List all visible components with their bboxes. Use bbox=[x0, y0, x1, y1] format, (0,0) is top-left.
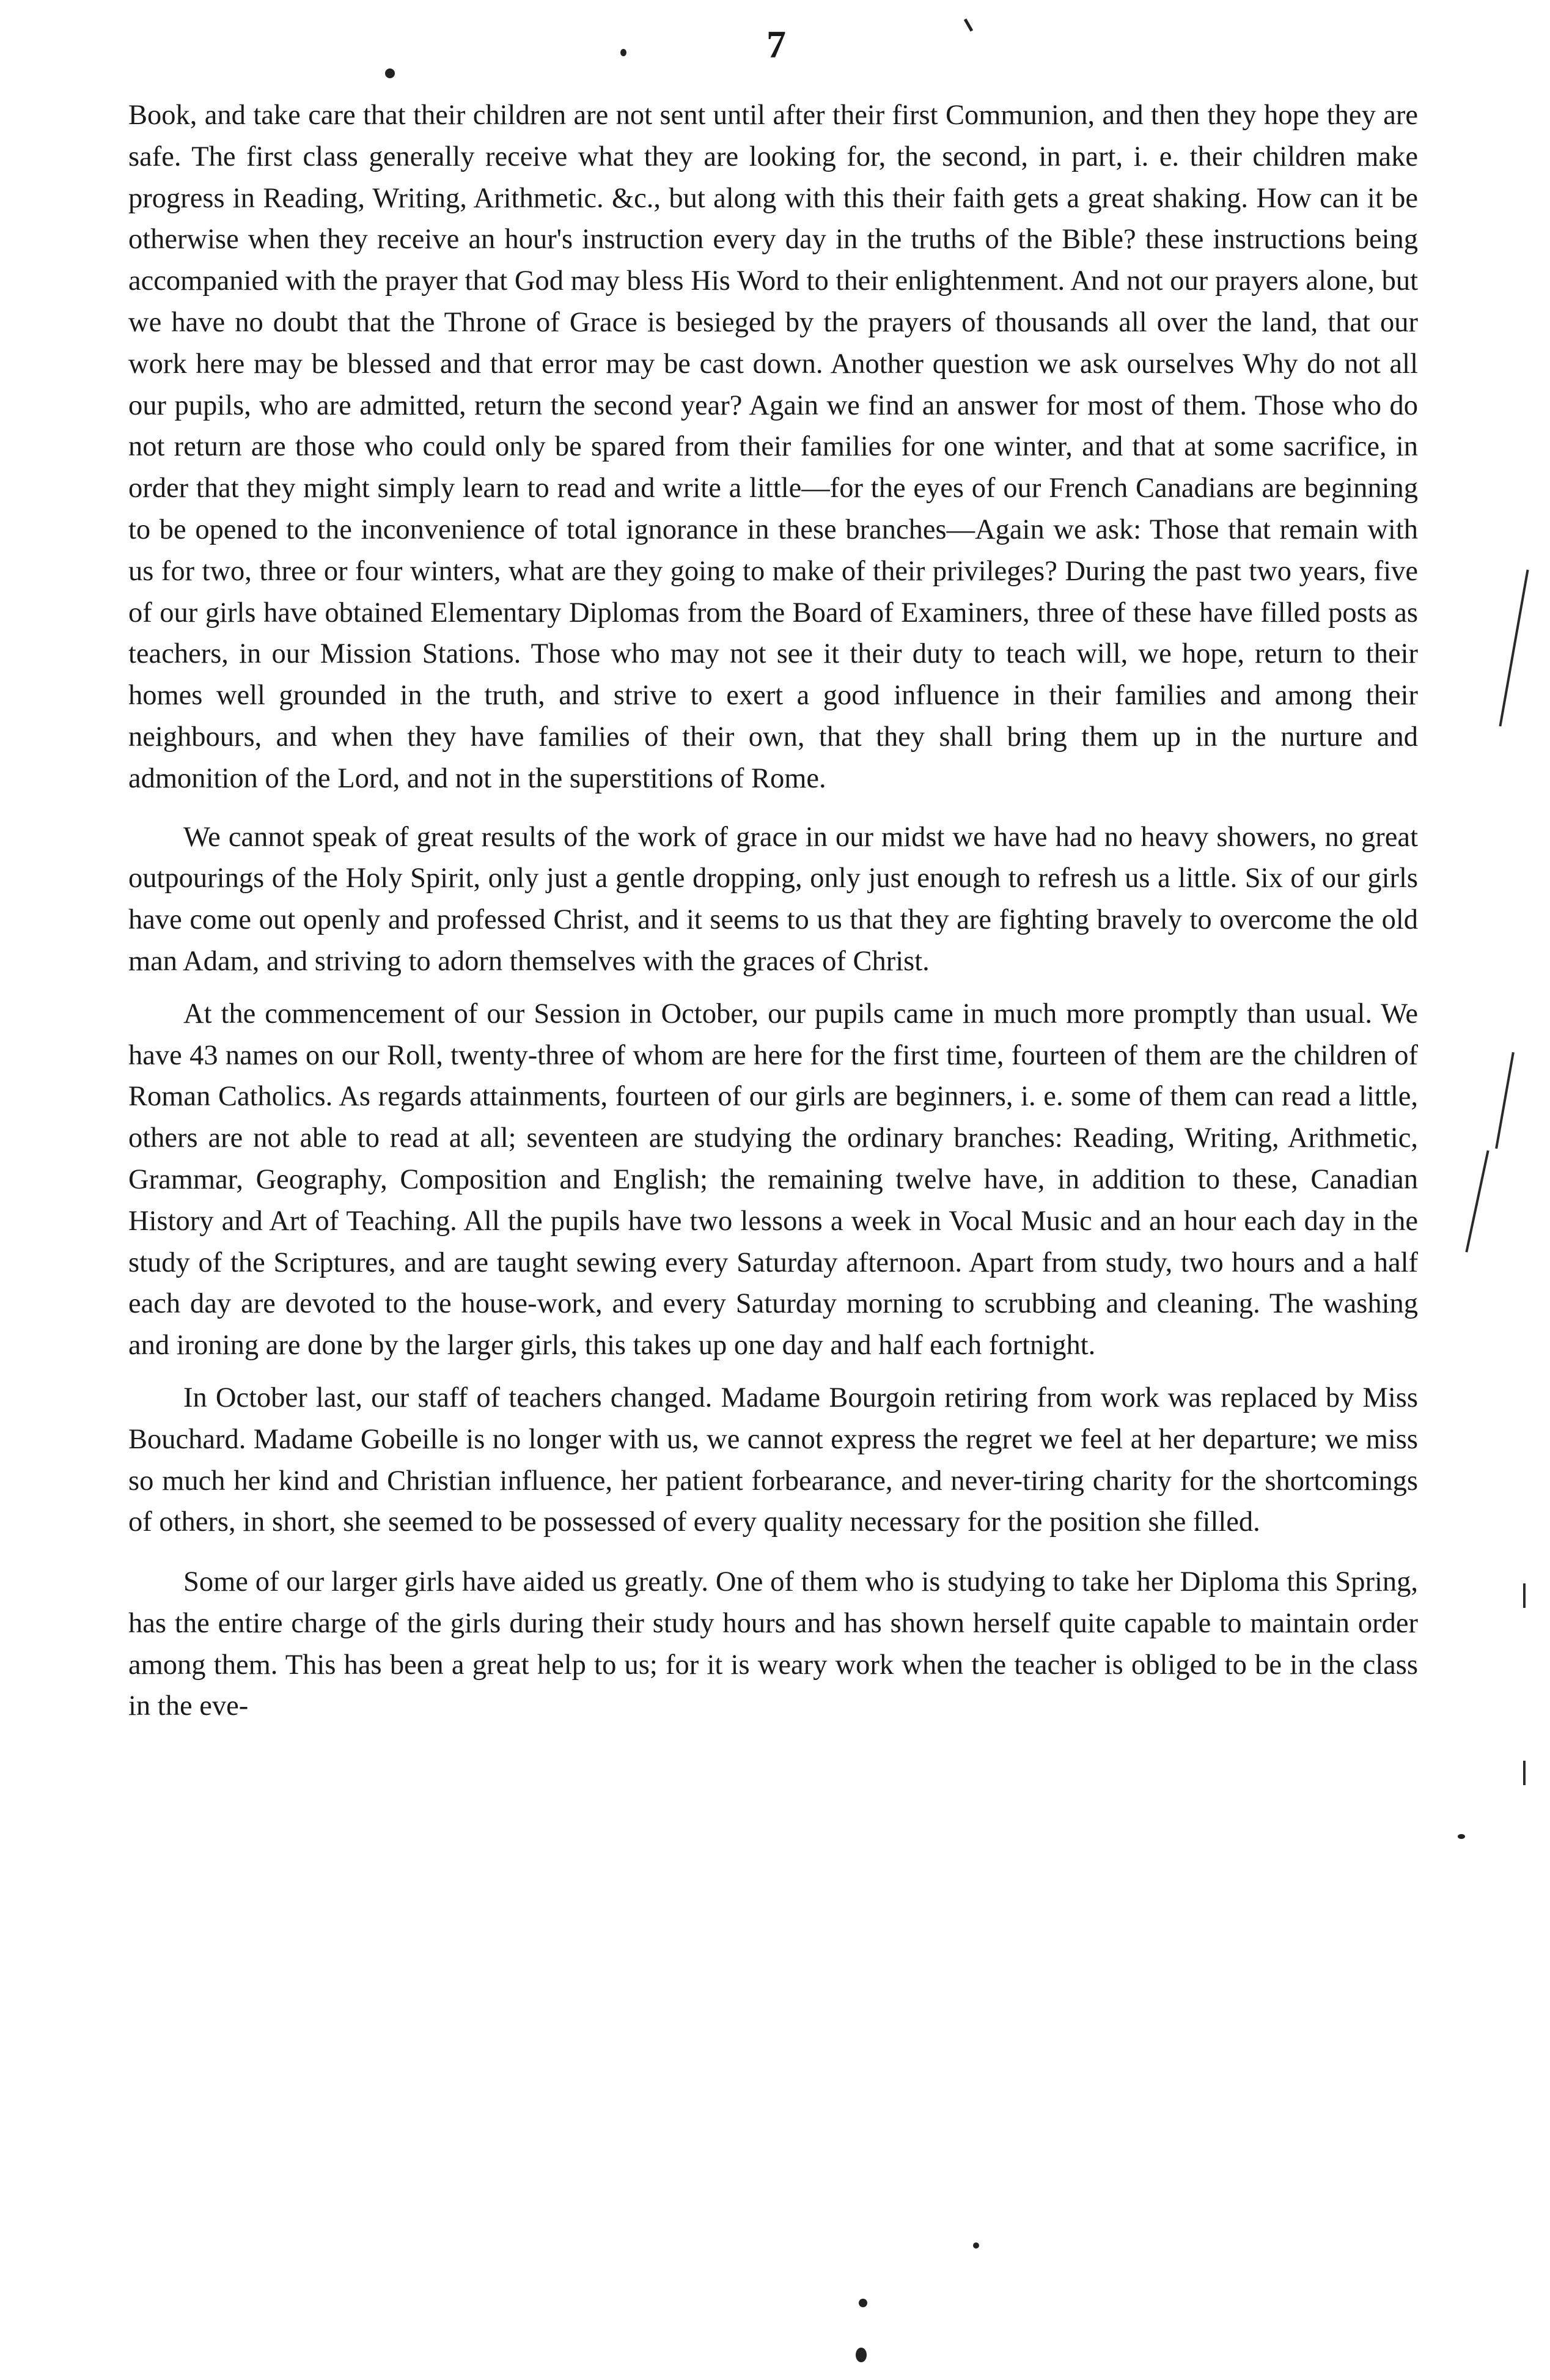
margin-stroke bbox=[1499, 570, 1529, 727]
scan-speck bbox=[856, 2348, 867, 2362]
margin-stroke bbox=[1523, 1761, 1526, 1785]
paragraph-3: At the commencement of our Session in October, our pupils came in much more promptly than usual. We have 43 names on our Roll, twenty-three of whom are here for the first time, fourteen of them are the children of Roman Catholics. As regards attainments, fourteen of our girls are beginners, i. e. some of them can read a little, others are not able to read at all; seventeen are studying the ordinary branches: Reading, Writing, Arithmetic, Grammar, Geography, Composition and English; the remaining twelve have, in addition to these, Canadian History and Art of Teaching. All the pupils have two lessons a week in Vocal Music and an hour each day in the study of the Scriptures, and are taught sewing every Saturday afternoon. Apart from study, two hours and a half each day are devoted to the house-work, and every Saturday morning to scrubbing and cleaning. The washing and ironing are done by the larger girls, this takes up one day and half each fortnight. bbox=[128, 998, 1418, 1361]
margin-stroke bbox=[1523, 1583, 1526, 1608]
scan-speck bbox=[620, 49, 626, 56]
margin-stroke bbox=[1495, 1052, 1515, 1149]
paragraph-5: Some of our larger girls have aided us greatly. One of them who is studying to take her Diploma this Spring, has the entire charge of the girls during their study hours and has shown herself quite capable to maintain order among them. This has been a great help to us; for it is weary work when the teacher is obliged to be in the class in the eve- bbox=[128, 1566, 1418, 1722]
paragraph-2: We cannot speak of great results of the work of grace in our midst we have had no heavy showers, no great outpourings of the Holy Spirit, only just a gentle dropping, only just enough to refresh us a little. Six of our girls have come out openly and professed Christ, and it seems to us that they are fighting bravely to overcome the old man Adam, and striving to adorn themselves with the graces of Christ. bbox=[128, 821, 1418, 977]
scan-speck bbox=[385, 68, 395, 78]
scan-speck bbox=[1458, 1834, 1465, 1839]
paragraph-4: In October last, our staff of teachers changed. Madame Bourgoin retiring from work was replaced by Miss Bouchard. Madame Gobeille is no longer with us, we cannot express the regret we feel at her departure; we miss so much her kind and Christian influence, her patient forbearance, and never-tiring charity for the shortcomings of others, in short, she seemed to be possessed of every quality necessary for the position she filled. bbox=[128, 1382, 1418, 1538]
margin-stroke bbox=[1465, 1150, 1489, 1252]
scan-speck bbox=[859, 2299, 867, 2307]
body-text bbox=[128, 95, 1418, 1727]
scan-speck bbox=[973, 2242, 979, 2249]
page-number: 7 bbox=[766, 23, 786, 66]
scan-speck bbox=[964, 18, 973, 32]
paragraph-1: Book, and take care that their children are not sent until after their first Communion, and then they hope they are safe. The first class generally receive what they are looking for, the second, in part, i. e. their children make progress in Reading, Writing, Arithmetic. &c., but along with this their faith gets a great shaking. How can it be otherwise when they receive an hour's instruction every day in the truths of the Bible? these instructions being accompanied with the prayer that God may bless His Word to their enlightenment. And not our prayers alone, but we have no doubt that the Throne of Grace is besieged by the prayers of thousands all over the land, that our work here may be blessed and that error may be cast down. Another question we ask ourselves Why do not all our pupils, who are admitted, return the second year? Again we find an answer for most of them. Those who do not return are those who could only be spared from their families for one winter, and that at some sacrifice, in order that they might simply learn to read and write a little—for the eyes of our French Canadians are beginning to be opened to the inconvenience of total ignorance in these branches—Again we ask: Those that remain with us for two, three or four winters, what are they going to make of their privileges? During the past two years, five of our girls have obtained Elementary Diplomas from the Board of Examiners, three of these have filled posts as teachers, in our Mission Stations. Those who may not see it their duty to teach will, we hope, return to their homes well grounded in the truth, and strive to exert a good influence in their families and among their neighbours, and when they have families of their own, that they shall bring them up in the nurture and admonition of the Lord, and not in the superstitions of Rome. bbox=[128, 100, 1418, 794]
